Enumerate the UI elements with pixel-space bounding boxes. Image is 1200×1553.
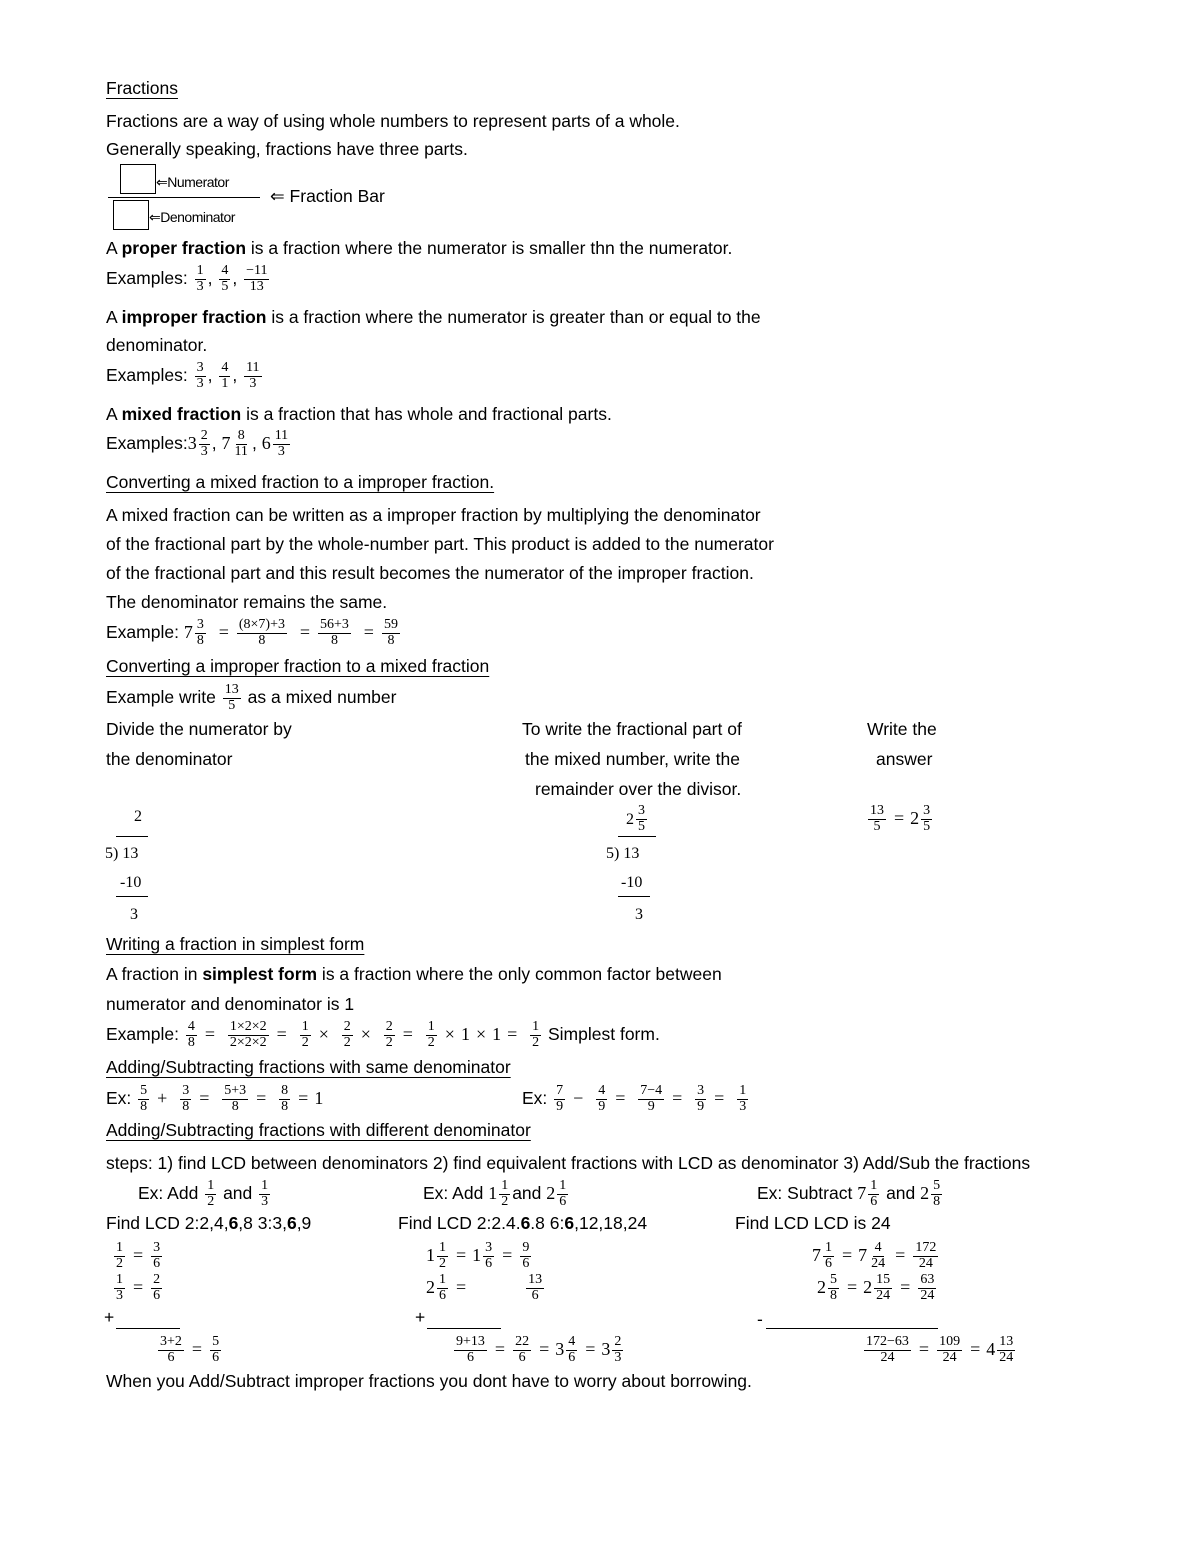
fraction: $\frac{13}{6}$ [528,1272,543,1303]
improper-definition: A improper fraction is a fraction where the numerator is greater than or equal to the [106,307,761,327]
fraction: $\frac{1}{6}$ [825,1240,832,1271]
fraction: $\frac{11}{3}$ [274,428,289,459]
step-3-line: answer [876,749,933,769]
fraction: $\frac{13}{24}$ [999,1334,1014,1365]
section-heading-simplest-form: Writing a fraction in simplest form [106,934,365,954]
fraction: $\frac{3}{3}$ [196,360,204,391]
remainder: 3 [635,906,643,923]
fraction: $\frac{1}{6}$ [439,1272,446,1303]
section-heading-same-denominator: Adding/Subtracting fractions with same denominator [106,1057,511,1077]
proper-definition: A proper fraction is a fraction where the numerator is smaller thn the numerator. [106,238,733,258]
subtract-example-result: $\frac{172-63}{24}$ = $\frac{109}{24}$ = 4 $\frac{13}{24}$ [866,1334,1014,1365]
fraction: $\frac{3}{6}$ [485,1240,493,1271]
fraction: $\frac{109}{24}$ [939,1334,961,1365]
add-example-2-lcd: Find LCD 2:2.4.6.8 6:6,12,18,24 [398,1213,648,1233]
same-denominator-example-1: Ex: $\frac{5}{8}$ + $\frac{3}{8}$ = $\frac{5+3}{8}$ = $\frac{8}{8}$ = 1 [106,1083,324,1114]
fraction: $\frac{1}{3}$ [116,1272,123,1303]
fraction: $\frac{4}{8}$ [187,1019,195,1050]
fraction: $\frac{4}{5}$ [221,263,229,294]
subtract-example-title: Ex: Subtract 7 $\frac{1}{6}$ and 2 $\frac{5}{8}$ [757,1178,941,1209]
fraction: $\frac{2}{3}$ [200,428,208,459]
add-example-1-row-2: $\frac{1}{3}$ = $\frac{2}{6}$ [116,1272,161,1303]
step-1-line: the denominator [106,749,233,769]
remainder: 3 [130,906,138,923]
subtraction-bar [618,896,650,897]
fraction: $\frac{3}{8}$ [182,1083,190,1114]
step-3-line: Write the [867,719,937,739]
subtract-example-row-1: 7 $\frac{1}{6}$ = 7 $\frac{4}{24}$ = $\frac{172}{24}$ [812,1240,937,1271]
fraction: $\frac{3}{8}$ [196,617,204,648]
fraction: $\frac{59}{8}$ [383,617,398,648]
fraction: $\frac{5}{8}$ [140,1083,148,1114]
simplest-example: Example: $\frac{4}{8}$ = $\frac{1\times 2\times 2}{2\times 2\times 2}$ = $\frac{1}{2}$ × $\frac{2}{2}$ × $\frac{2}{2}$ = $\frac{1}{2}$ × 1 × 1 = $\frac{1}{2}$ Simplest form. [106,1019,660,1050]
intro-line-1: Fractions are a way of using whole numbers to represent parts of a whole. [106,111,680,131]
fraction: $\frac{1\times 2\times 2}{2\times 2\times 2}$ [229,1019,267,1050]
fraction: $\frac{1}{2}$ [532,1019,540,1050]
fraction: $\frac{1}{3}$ [261,1178,269,1209]
fraction: $\frac{-11}{13}$ [246,263,268,294]
fraction: $\frac{4}{1}$ [221,360,229,391]
fraction: $\frac{1}{6}$ [559,1178,567,1209]
fraction: $\frac{3}{5}$ [638,803,645,834]
fraction: $\frac{63}{24}$ [920,1272,935,1303]
fraction: $\frac{(8\times 7)+3}{8}$ [238,617,285,648]
simplest-definition: A fraction in simplest form is a fraction where the only common factor between [106,964,722,984]
fraction: $\frac{1}{2}$ [427,1019,435,1050]
fraction: $\frac{2}{2}$ [385,1019,393,1050]
improper-examples: Examples: $\frac{3}{3}$ , $\frac{4}{1}$ , $\frac{11}{3}$ [106,360,260,391]
fraction: $\frac{9}{6}$ [522,1240,530,1271]
fraction: $\frac{13}{5}$ [224,682,239,713]
quotient-mixed: 2 $\frac{3}{5}$ [626,803,645,834]
difference-line [766,1328,938,1329]
fraction: $\frac{1}{3}$ [196,263,204,294]
mixed-definition: A mixed fraction is a fraction that has whole and fractional parts. [106,404,612,424]
add-example-1-row-1: $\frac{1}{2}$ = $\frac{3}{6}$ [116,1240,161,1271]
subtrahend: -10 [621,874,643,891]
paragraph-line: The denominator remains the same. [106,592,388,612]
step-2-line: the mixed number, write the [525,749,740,769]
step-2-line: remainder over the divisor. [535,779,742,799]
add-example-1-lcd: Find LCD 2:2,4,6,8 3:3,6,9 [106,1213,312,1233]
fraction: $\frac{1}{2}$ [116,1240,123,1271]
fraction: $\frac{5}{8}$ [933,1178,941,1209]
sum-line [427,1328,501,1329]
fraction: $\frac{3}{9}$ [697,1083,705,1114]
fraction: $\frac{5+3}{8}$ [224,1083,247,1114]
subtrahend: -10 [120,874,142,891]
plus-sign: + [104,1307,115,1327]
improper-to-mixed-example: Example write $\frac{13}{5}$ as a mixed number [106,682,397,713]
paragraph-line: A mixed fraction can be written as a improper fraction by multiplying the denominator [106,505,761,525]
section-heading-different-denominator: Adding/Subtracting fractions with different denominator [106,1120,531,1140]
paragraph-line: of the fractional part and this result becomes the numerator of the improper fraction. [106,563,754,583]
paragraph-line: of the fractional part by the whole-number part. This product is added to the numerator [106,534,774,554]
fraction: $\frac{2}{3}$ [614,1334,622,1365]
fraction: $\frac{1}{2}$ [301,1019,309,1050]
fraction: $\frac{1}{3}$ [739,1083,747,1114]
fraction: $\frac{13}{5}$ [870,803,884,834]
simplest-definition-line2: numerator and denominator is 1 [106,994,355,1014]
step-2-line: To write the fractional part of [522,719,742,739]
add-example-2-title: Ex: Add 1 $\frac{1}{2}$ and 2 $\frac{1}{6}$ [423,1178,567,1209]
fraction: $\frac{5}{8}$ [830,1272,837,1303]
division-bar [116,836,148,837]
fraction: $\frac{3+2}{6}$ [160,1334,182,1365]
mixed-examples: Examples:3 $\frac{2}{3}$ , 7 $\frac{8}{11}$ , 6 $\frac{11}{3}$ [106,428,289,459]
fraction: $\frac{56+3}{8}$ [320,617,349,648]
fraction: $\frac{172-63}{24}$ [866,1334,909,1365]
fraction: $\frac{2}{2}$ [343,1019,351,1050]
numerator-box [120,164,156,194]
page-title: Fractions [106,78,178,98]
improper-definition-line2: denominator. [106,335,208,355]
denominator-box [113,200,149,230]
numerator-label: ⇐Numerator [156,174,229,190]
fraction: $\frac{2}{6}$ [153,1272,161,1303]
dividend: 5) 13 [606,845,640,862]
fraction: $\frac{4}{9}$ [598,1083,606,1114]
fraction: $\frac{22}{6}$ [515,1334,530,1365]
fraction: $\frac{1}{2}$ [207,1178,215,1209]
fraction-bar-label: ⇐ Fraction Bar [270,186,385,206]
fraction: $\frac{9+13}{6}$ [456,1334,485,1365]
fraction: $\frac{7}{9}$ [556,1083,564,1114]
same-denominator-example-2: Ex: $\frac{7}{9}$ − $\frac{4}{9}$ = $\frac{7-4}{9}$ = $\frac{3}{9}$ = $\frac{1}{3}$ [522,1083,747,1114]
add-example-2-row-2: 2 $\frac{1}{6}$ = $\frac{13}{6}$ [426,1272,543,1303]
fraction: $\frac{3}{6}$ [153,1240,161,1271]
quotient: 2 [134,808,142,825]
fraction-bar-line [108,197,260,198]
fraction: $\frac{3}{5}$ [923,803,931,834]
mixed-to-improper-example: Example: 7 $\frac{3}{8}$ = $\frac{(8\times 7)+3}{8}$ = $\frac{56+3}{8}$ = $\frac{59}{8}$ [106,617,398,648]
footer-note: When you Add/Subtract improper fractions you dont have to worry about borrowing. [106,1371,752,1391]
add-example-1-result: $\frac{3+2}{6}$ = $\frac{5}{6}$ [160,1334,220,1365]
intro-line-2: Generally speaking, fractions have three parts. [106,139,468,159]
mixed-answer: $\frac{13}{5}$ = 2 $\frac{3}{5}$ [870,803,931,834]
fraction: $\frac{8}{11}$ [234,428,248,459]
steps-line: steps: 1) find LCD between denominators 2) find equivalent fractions with LCD as denominator 3) Add/Sub the fractions [106,1153,1031,1173]
step-1-line: Divide the numerator by [106,719,292,739]
add-example-2-row-1: 1 $\frac{1}{2}$ = 1 $\frac{3}{6}$ = $\frac{9}{6}$ [426,1240,530,1271]
denominator-label: ⇐Denominator [149,209,235,225]
dividend: 5) 13 [105,845,139,862]
division-bar [618,836,656,837]
fraction: $\frac{1}{6}$ [870,1178,878,1209]
subtract-example-row-2: 2 $\frac{5}{8}$ = 2 $\frac{15}{24}$ = $\frac{63}{24}$ [817,1272,935,1303]
fraction: $\frac{1}{2}$ [501,1178,509,1209]
fraction: $\frac{4}{24}$ [871,1240,886,1271]
fraction: $\frac{172}{24}$ [915,1240,937,1271]
fraction: $\frac{11}{3}$ [246,360,260,391]
fraction: $\frac{5}{6}$ [212,1334,220,1365]
minus-sign: - [757,1309,763,1329]
add-example-1-title: Ex: Add $\frac{1}{2}$ and $\frac{1}{3}$ [138,1178,269,1209]
subtract-example-lcd: Find LCD LCD is 24 [735,1213,891,1233]
proper-examples: Examples: $\frac{1}{3}$ , $\frac{4}{5}$ , $\frac{-11}{13}$ [106,263,268,294]
section-heading-mixed-to-improper: Converting a mixed fraction to a improper fraction. [106,472,495,492]
add-example-2-result: $\frac{9+13}{6}$ = $\frac{22}{6}$ = 3 $\frac{4}{6}$ = 3 $\frac{2}{3}$ [456,1334,622,1365]
fraction: $\frac{8}{8}$ [281,1083,289,1114]
fraction: $\frac{15}{24}$ [876,1272,891,1303]
fraction: $\frac{1}{2}$ [439,1240,446,1271]
fraction: $\frac{4}{6}$ [568,1334,576,1365]
section-heading-improper-to-mixed: Converting a improper fraction to a mixed fraction [106,656,490,676]
subtraction-bar [116,896,148,897]
sum-line [116,1328,180,1329]
fraction: $\frac{7-4}{9}$ [640,1083,663,1114]
plus-sign: + [415,1307,426,1327]
